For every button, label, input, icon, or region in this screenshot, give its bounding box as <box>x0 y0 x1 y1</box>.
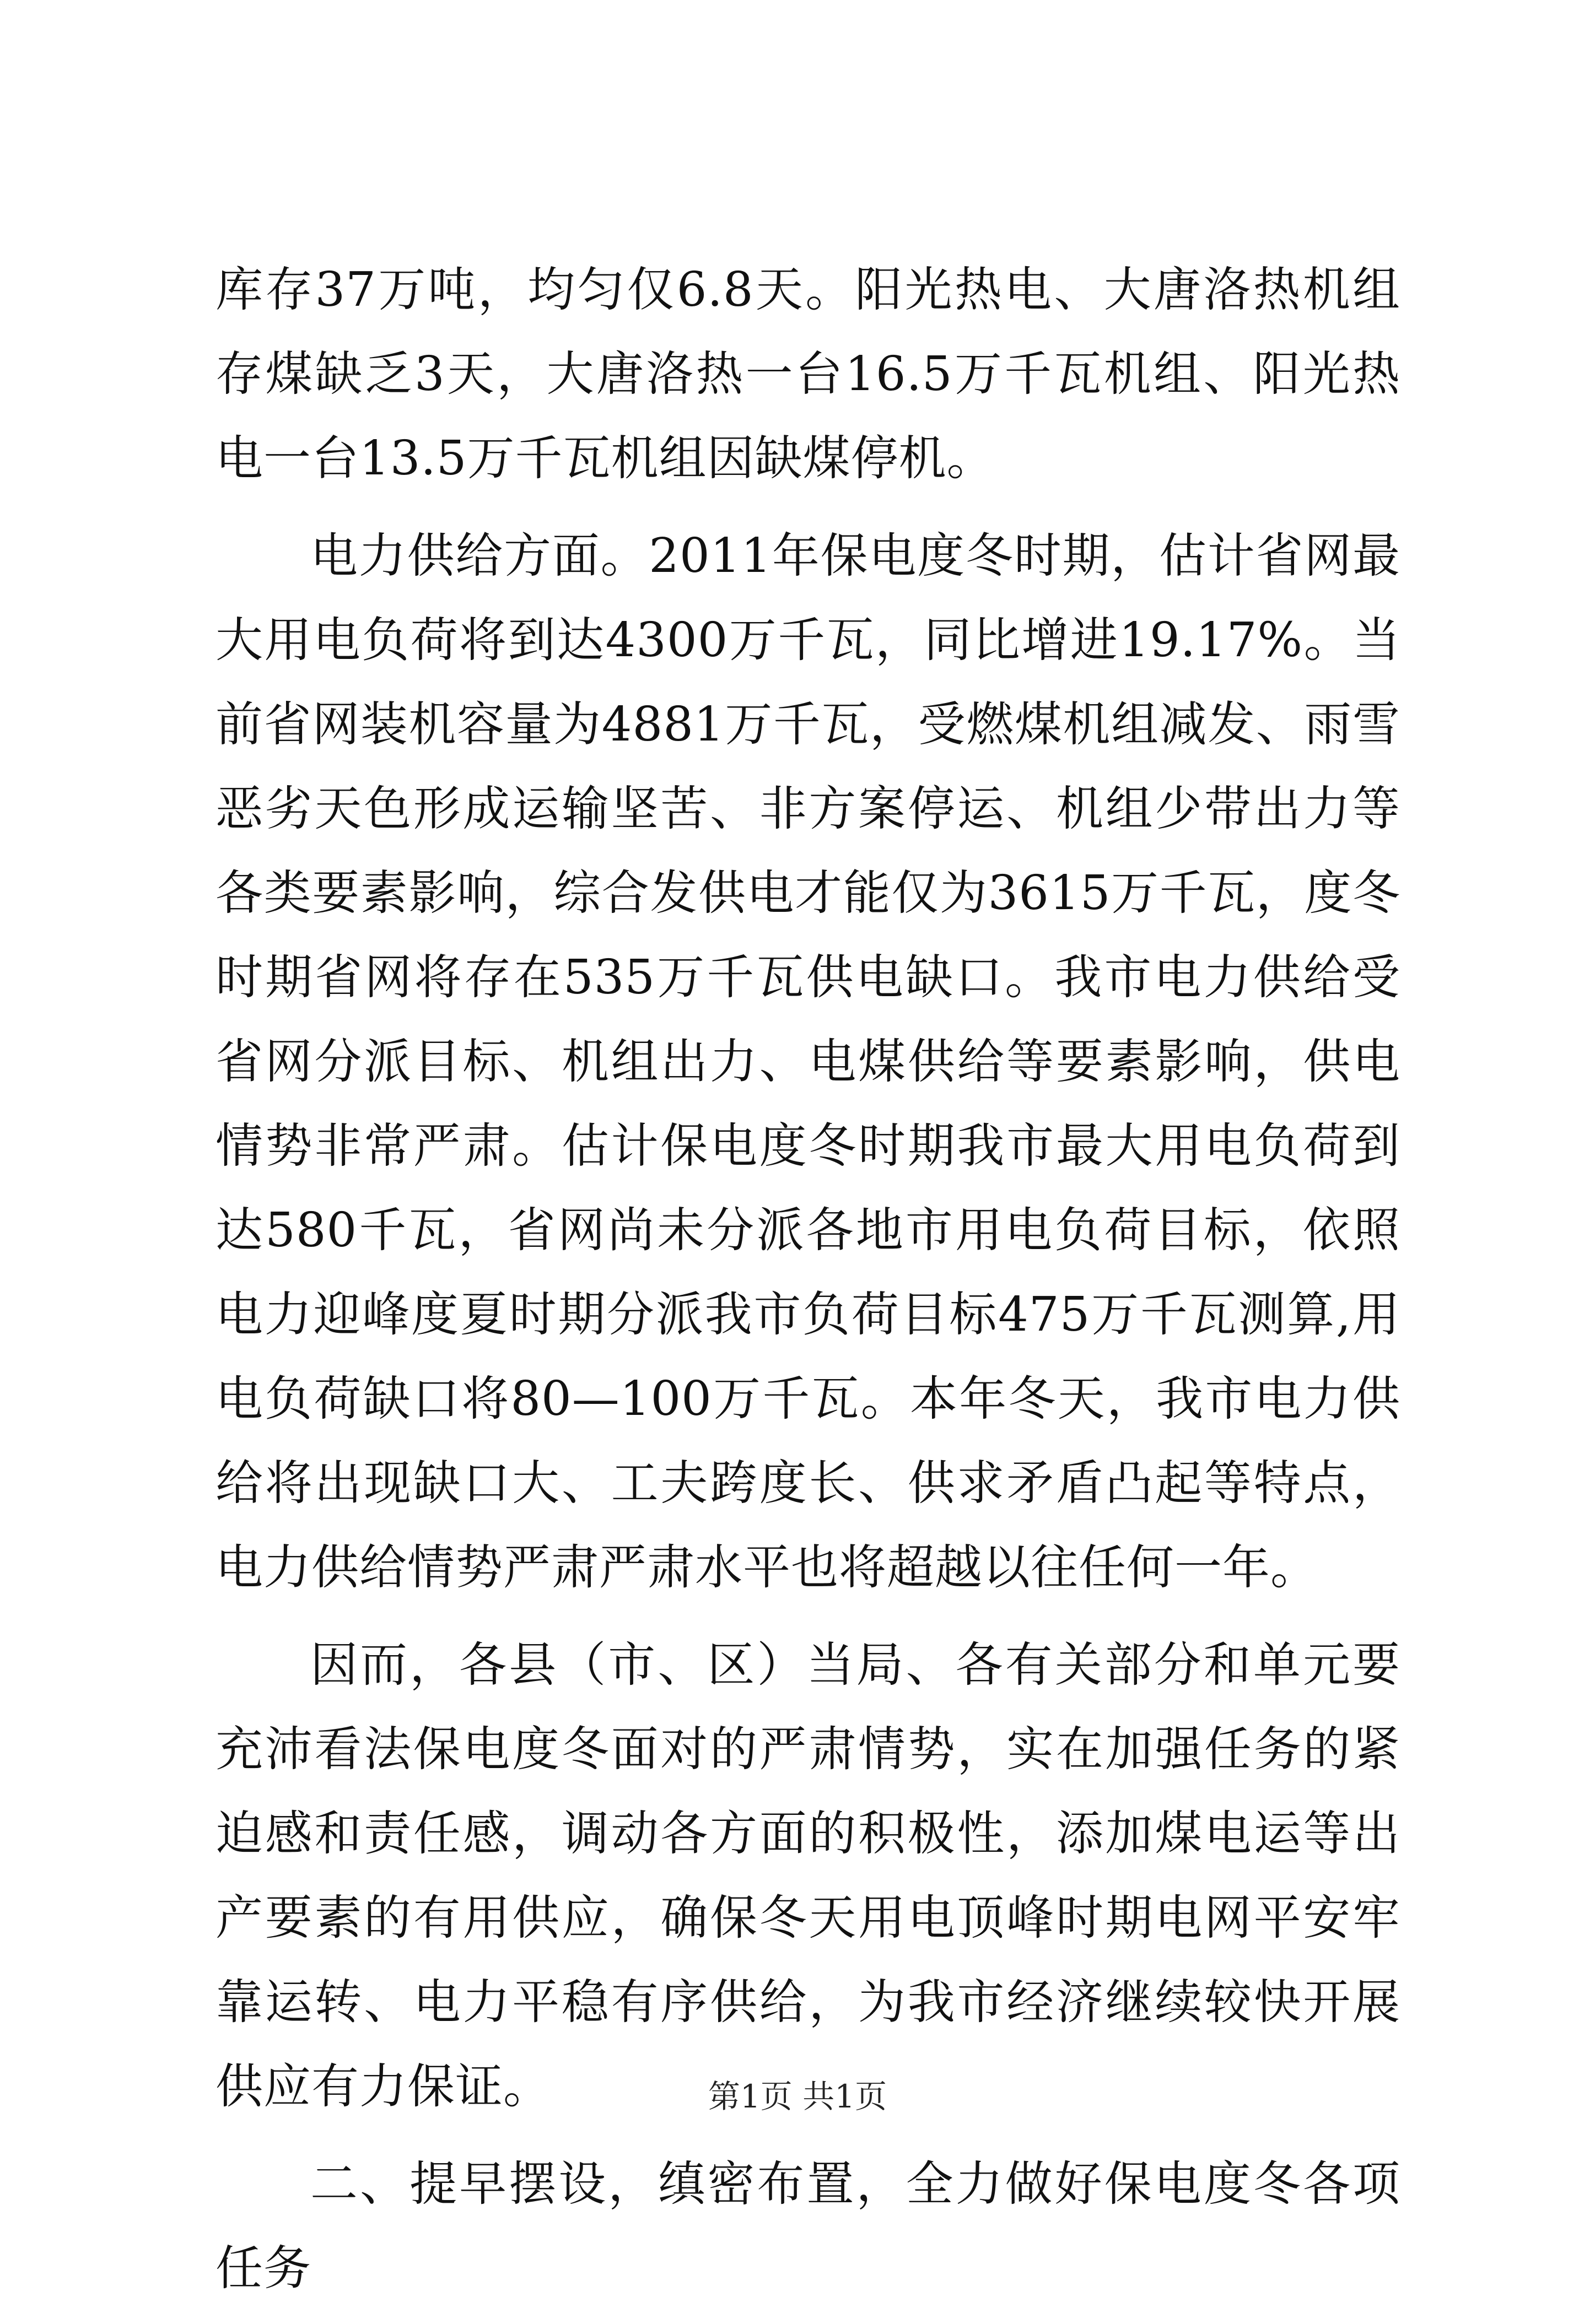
paragraph-3: 因而，各县（市、区）当局、各有关部分和单元要充沛看法保电度冬面对的严肃情势，实在加强任务的紧迫感和责任感，调动各方面的积极性，添加煤电运等出产要素的有用供应，确保冬天用电顶峰时期电网平安牢靠运转、电力平稳有序供给，为我市经济继续较快开展供应有力保证。 <box>215 1637 1400 2114</box>
section-heading: 二、提早摆设，缜密布置，全力做好保电度冬各项任务 <box>215 2157 1400 2296</box>
paragraph-2: 电力供给方面。2011年保电度冬时期，估计省网最大用电负荷将到达4300万千瓦，同比增进19.17%。当前省网装机容量为4881万千瓦，受燃煤机组减发、雨雪恶劣天色形成运输坚苦、非方案停运、机组少带出力等各类要素影响，综合发供电才能仅为3615万千瓦，度冬时期省网将存在535万千瓦供电缺口。我市电力供给受省网分派目标、机组出力、电煤供给等要素影响，供电情势非常严肃。估计保电度冬时期我市最大用电负荷到达580千瓦，省网尚未分派各地市用电负荷目标，依照电力迎峰度夏时期分派我市负荷目标475万千瓦测算,用电负荷缺口将80—100万千瓦。本年冬天，我市电力供给将出现缺口大、工夫跨度长、供求矛盾凸起等特点，电力供给情势严肃严肃水平也将超越以往任何一年。 <box>215 528 1400 1595</box>
page-footer: 第1页 共1页 <box>708 2078 887 2115</box>
document-body <box>215 248 1400 2324</box>
paragraph-1: 库存37万吨，均匀仅6.8天。阳光热电、大唐洛热机组存煤缺乏3天，大唐洛热一台16.5万千瓦机组、阳光热电一台13.5万千瓦机组因缺煤停机。 <box>215 262 1400 486</box>
